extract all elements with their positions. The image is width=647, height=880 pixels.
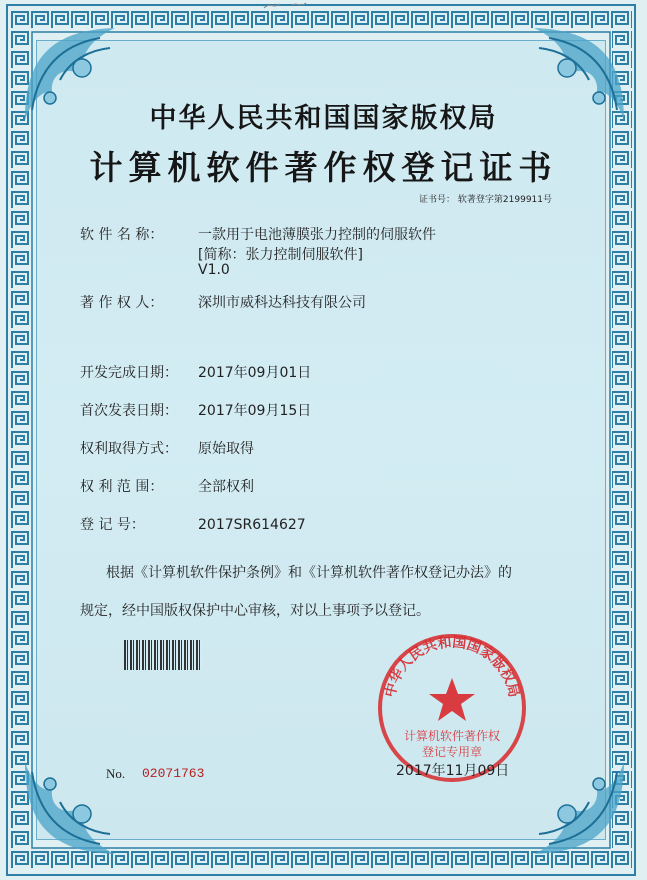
seal-star-icon — [429, 678, 475, 721]
field-label: 著 作 权 人： — [80, 295, 164, 311]
field-acquire-method — [80, 438, 254, 458]
seal-line-2: 登记专用章 — [421, 745, 483, 759]
certificate-title: 计算机软件著作权登记证书 — [89, 148, 558, 187]
field-rights-scope — [80, 476, 254, 496]
seal-outer-text: 中华人民共和国国家版权局 — [382, 634, 522, 699]
statement-line-2: 规定，经中国版权保护中心审核，对以上事项予以登记。 — [80, 603, 430, 619]
field-registration-number — [80, 514, 306, 534]
statement-line-1: 根据《计算机软件保护条例》和《计算机软件著作权登记办法》的 — [106, 565, 512, 581]
barcode-image — [124, 640, 202, 670]
field-label: 开发完成日期： — [80, 365, 178, 381]
field-label: 权利取得方式： — [80, 441, 178, 457]
field-label: 登 记 号： — [80, 517, 145, 533]
field-label: 首次发表日期： — [80, 403, 178, 419]
field-value: 原始取得 — [198, 441, 254, 457]
field-label: 软 件 名 称： — [80, 227, 164, 243]
field-software-name — [80, 224, 436, 244]
field-value: 全部权利 — [198, 479, 254, 495]
certificate-number: 证书号： 软著登字第2199911号 — [419, 195, 552, 205]
seal-line-1: 计算机软件著作权 — [403, 729, 501, 743]
field-value: 一款用于电池薄膜张力控制的伺服软件 — [198, 227, 436, 243]
software-version: V1.0 — [198, 262, 230, 278]
field-pub-date — [80, 400, 311, 420]
field-value: 2017年09月01日 — [198, 365, 312, 381]
issuer-heading: 中华人民共和国国家版权局 — [149, 103, 498, 134]
field-value: 深圳市威科达科技有限公司 — [198, 295, 366, 311]
handwriting-mark — [262, 0, 310, 10]
serial-label: No. — [106, 766, 126, 781]
field-value: 2017SR614627 — [198, 517, 306, 533]
field-dev-date — [80, 362, 311, 382]
serial-number: 02071763 — [142, 766, 205, 781]
field-owner — [80, 292, 366, 312]
software-short-name: [简称：张力控制伺服软件] — [198, 247, 363, 263]
field-label: 权 利 范 围： — [80, 479, 164, 495]
issue-date: 2017年11月09日 — [396, 763, 510, 779]
field-value: 2017年09月15日 — [198, 403, 312, 419]
